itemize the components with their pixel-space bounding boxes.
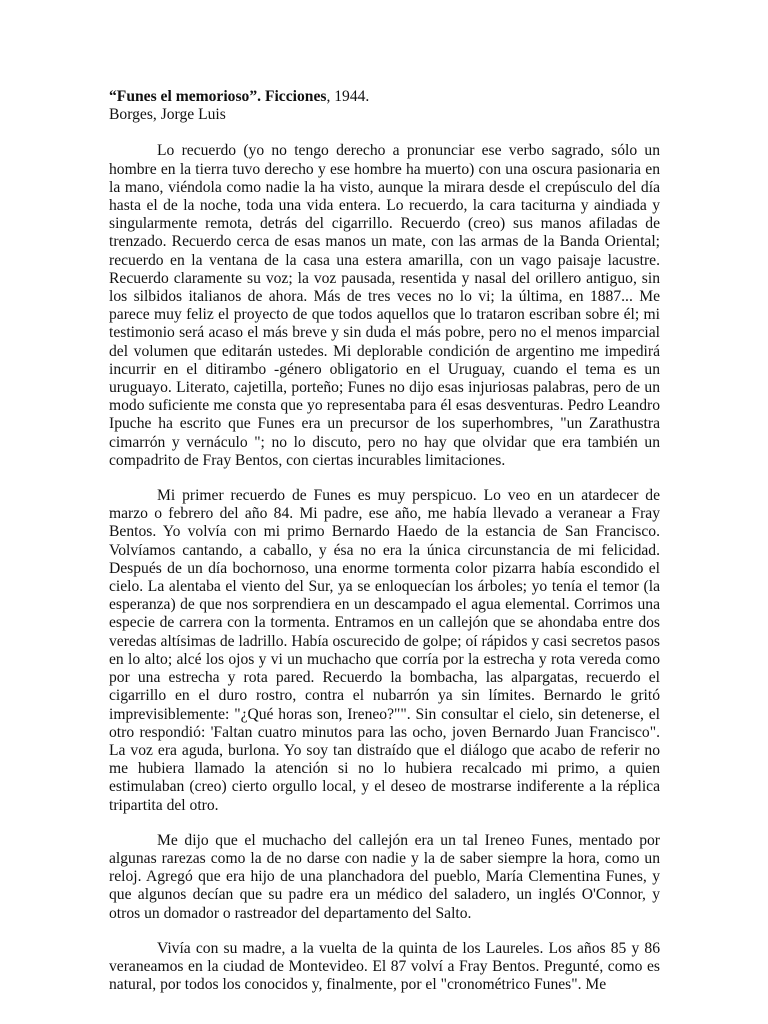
paragraph-4: Vivía con su madre, a la vuelta de la quinta de los Laureles. Los años 85 y 86 veraneamos en la ciudad de Montevideo. El 87 volví a Fray Bentos. Pregunté, como es natural, por todos los conocidos y, finalmente, por el "cronométrico Funes". Me xyxy=(109,939,660,994)
paragraph-1: Lo recuerdo (yo no tengo derecho a pronunciar ese verbo sagrado, sólo un hombre en la tierra tuvo derecho y ese hombre ha muerto) con una oscura pasionaria en la mano, viéndola como nadie la ha visto, aunque la mirara desde el crepúsculo del día hasta el de la noche, toda una vida entera. Lo recuerdo, la cara taciturna y aindiada y singularmente remota, detrás del cigarrillo. Recuerdo (creo) sus manos afiladas de trenzado. Recuerdo cerca de esas manos un mate, con las armas de la Banda Oriental; recuerdo en la ventana de la casa una estera amarilla, con un vago paisaje lacustre. Recuerdo claramente su voz; la voz pausada, resentida y nasal del orillero antiguo, sin los silbidos italianos de ahora. Más de tres veces no lo vi; la última, en 1887... Me parece muy feliz el proyecto de que todos aquellos que lo trataron escriban sobre él; mi testimonio será acaso el más breve y sin duda el más pobre, pero no el menos imparcial del volumen que editarán ustedes. Mi deplorable condición de argentino me impedirá incurrir en el ditirambo -género obligatorio en el Uruguay, cuando el tema es un uruguayo. Literato, cajetilla, porteño; Funes no dijo esas injuriosas palabras, pero de un modo suficiente me consta que yo representaba para él esas desventuras. Pedro Leandro Ipuche ha escrito que Funes era un precursor de los superhombres, "un Zarathustra cimarrón y vernáculo "; no lo discuto, pero no hay que olvidar que era también un compadrito de Fray Bentos, con ciertas incurables limitaciones. xyxy=(109,142,660,469)
document-heading xyxy=(109,88,660,124)
paragraph-3: Me dijo que el muchacho del callejón era un tal Ireneo Funes, mentado por algunas rarezas como la de no darse con nadie y la de saber siempre la hora, como un reloj. Agregó que era hijo de una planchadora del pueblo, María Clementina Funes, y que algunos decían que su padre era un médico del saladero, un inglés O'Connor, y otros un domador o rastreador del departamento del Salto. xyxy=(109,831,660,922)
book-title: Ficciones xyxy=(264,88,327,105)
story-title: “Funes el memorioso”. xyxy=(109,88,262,105)
author-name: Borges, Jorge Luis xyxy=(109,106,226,124)
publication-year: , 1944. xyxy=(326,88,370,105)
paragraph-2: Mi primer recuerdo de Funes es muy perspicuo. Lo veo en un atardecer de marzo o febrero del año 84. Mi padre, ese año, me había llevado a veranear a Fray Bentos. Yo volvía con mi primo Bernardo Haedo de la estancia de San Francisco. Volvíamos cantando, a caballo, y ésa no era la única circunstancia de mi felicidad. Después de un día bochornoso, una enorme tormenta color pizarra había escondido el cielo. La alentaba el viento del Sur, ya se enloquecían los árboles; yo tenía el temor (la esperanza) de que nos sorprendiera en un descampado el agua elemental. Corrimos una especie de carrera con la tormenta. Entramos en un callejón que se ahondaba entre dos veredas altísimas de ladrillo. Había oscurecido de golpe; oí rápidos y casi secretos pasos en lo alto; alcé los ojos y vi un muchacho que corría por la estrecha y rota vereda como por una estrecha y rota pared. Recuerdo la bombacha, las alpargatas, recuerdo el cigarrillo en el duro rostro, contra el nubarrón ya sin límites. Bernardo le gritó imprevisiblemente: "¿Qué horas son, Ireneo?"". Sin consultar el cielo, sin detenerse, el otro respondió: 'Faltan cuatro minutos para las ocho, joven Bernardo Juan Francisco". La voz era aguda, burlona. Yo soy tan distraído que el diálogo que acabo de referir no me hubiera llamado la atención si no lo hubiera recalcado mi primo, a quien estimulaban (creo) cierto orgullo local, y el deseo de mostrarse indiferente a la réplica tripartita del otro. xyxy=(109,487,660,814)
document-page xyxy=(109,88,660,994)
